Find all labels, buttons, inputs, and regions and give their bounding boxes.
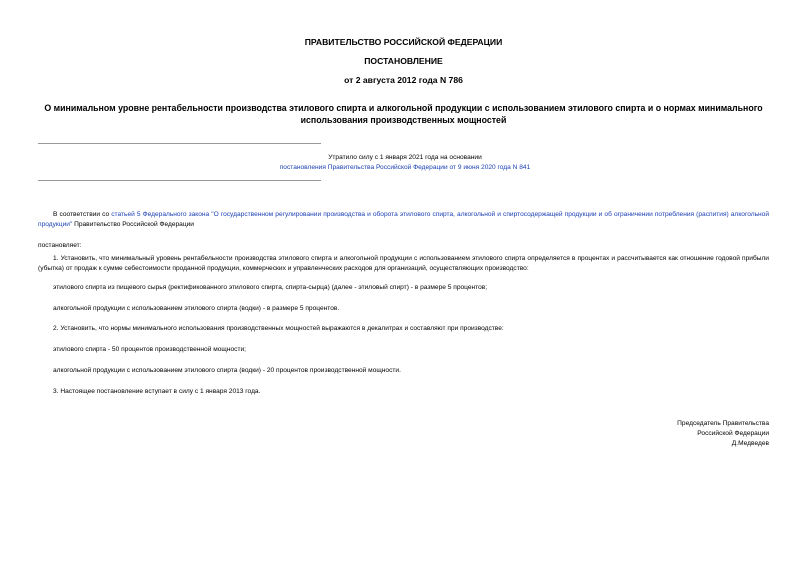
item-3: 3. Настоящее постановление вступает в силу с 1 января 2013 года.: [53, 388, 261, 395]
signature-block: [569, 419, 769, 449]
status-link[interactable]: постановления Правительства Российской Федерации от 9 июня 2020 года N 841: [279, 164, 531, 171]
status-note: Утратило силу с 1 января 2021 года на основании: [328, 154, 482, 161]
document-type: ПОСТАНОВЛЕНИЕ: [364, 56, 443, 66]
resolves-text: постановляет:: [38, 242, 82, 249]
item-1a: этилового спирта из пищевого сырья (ректификованного этилового спирта, спирта-сырца) (далее - этиловый спирт) - в размере 5 процентов;: [53, 284, 488, 291]
government-heading: ПРАВИТЕЛЬСТВО РОССИЙСКОЙ ФЕДЕРАЦИИ: [304, 37, 503, 47]
document-date-number: от 2 августа 2012 года N 786: [344, 75, 463, 85]
item-1b: алкогольной продукции с использованием этилового спирта (водки) - в размере 5 процентов.: [53, 305, 340, 312]
item-2a: этилового спирта - 50 процентов производственной мощности;: [53, 346, 246, 353]
divider-top: [38, 143, 321, 144]
preamble-suffix: Правительство Российской Федерации: [72, 220, 194, 228]
item-1: 1. Установить, что минимальный уровень рентабельности производства этилового спирта и алкогольной продукции с использованием этилового спирта определяется в процентах и рассчитывается как отношение годовой прибыли (убытка) от продаж к сумме себестоимости проданной продукции, коммерческих и управленческих расходов для организаций, осуществляющих производство:: [38, 255, 769, 272]
preamble-prefix: В соответствии со: [53, 211, 112, 218]
signature-name: Д.Медведев: [731, 440, 769, 447]
item-2: 2. Установить, что нормы минимального использования производственных мощностей выражаются в декалитрах и составляют при производстве:: [53, 325, 504, 332]
item-2b: алкогольной продукции с использованием этилового спирта (водки) - 20 процентов производственной мощности.: [53, 367, 401, 374]
signature-position: Председатель Правительства: [677, 420, 769, 427]
divider-bottom: [38, 180, 321, 181]
signature-organization: Российской Федерации: [697, 430, 769, 437]
preamble-paragraph: [38, 210, 769, 229]
document-title: О минимальном уровне рентабельности производства этилового спирта и алкогольной продукции с использованием этилового спирта и о нормах минимального использования производственных мощностей: [44, 103, 763, 125]
law-link[interactable]: статьей 5 Федерального закона "О государственном регулировании производства и оборота этилового спирта, алкогольной и спиртосодержащей продукции и об ограничении потребления (распития) алкогольной продукции": [38, 211, 769, 228]
